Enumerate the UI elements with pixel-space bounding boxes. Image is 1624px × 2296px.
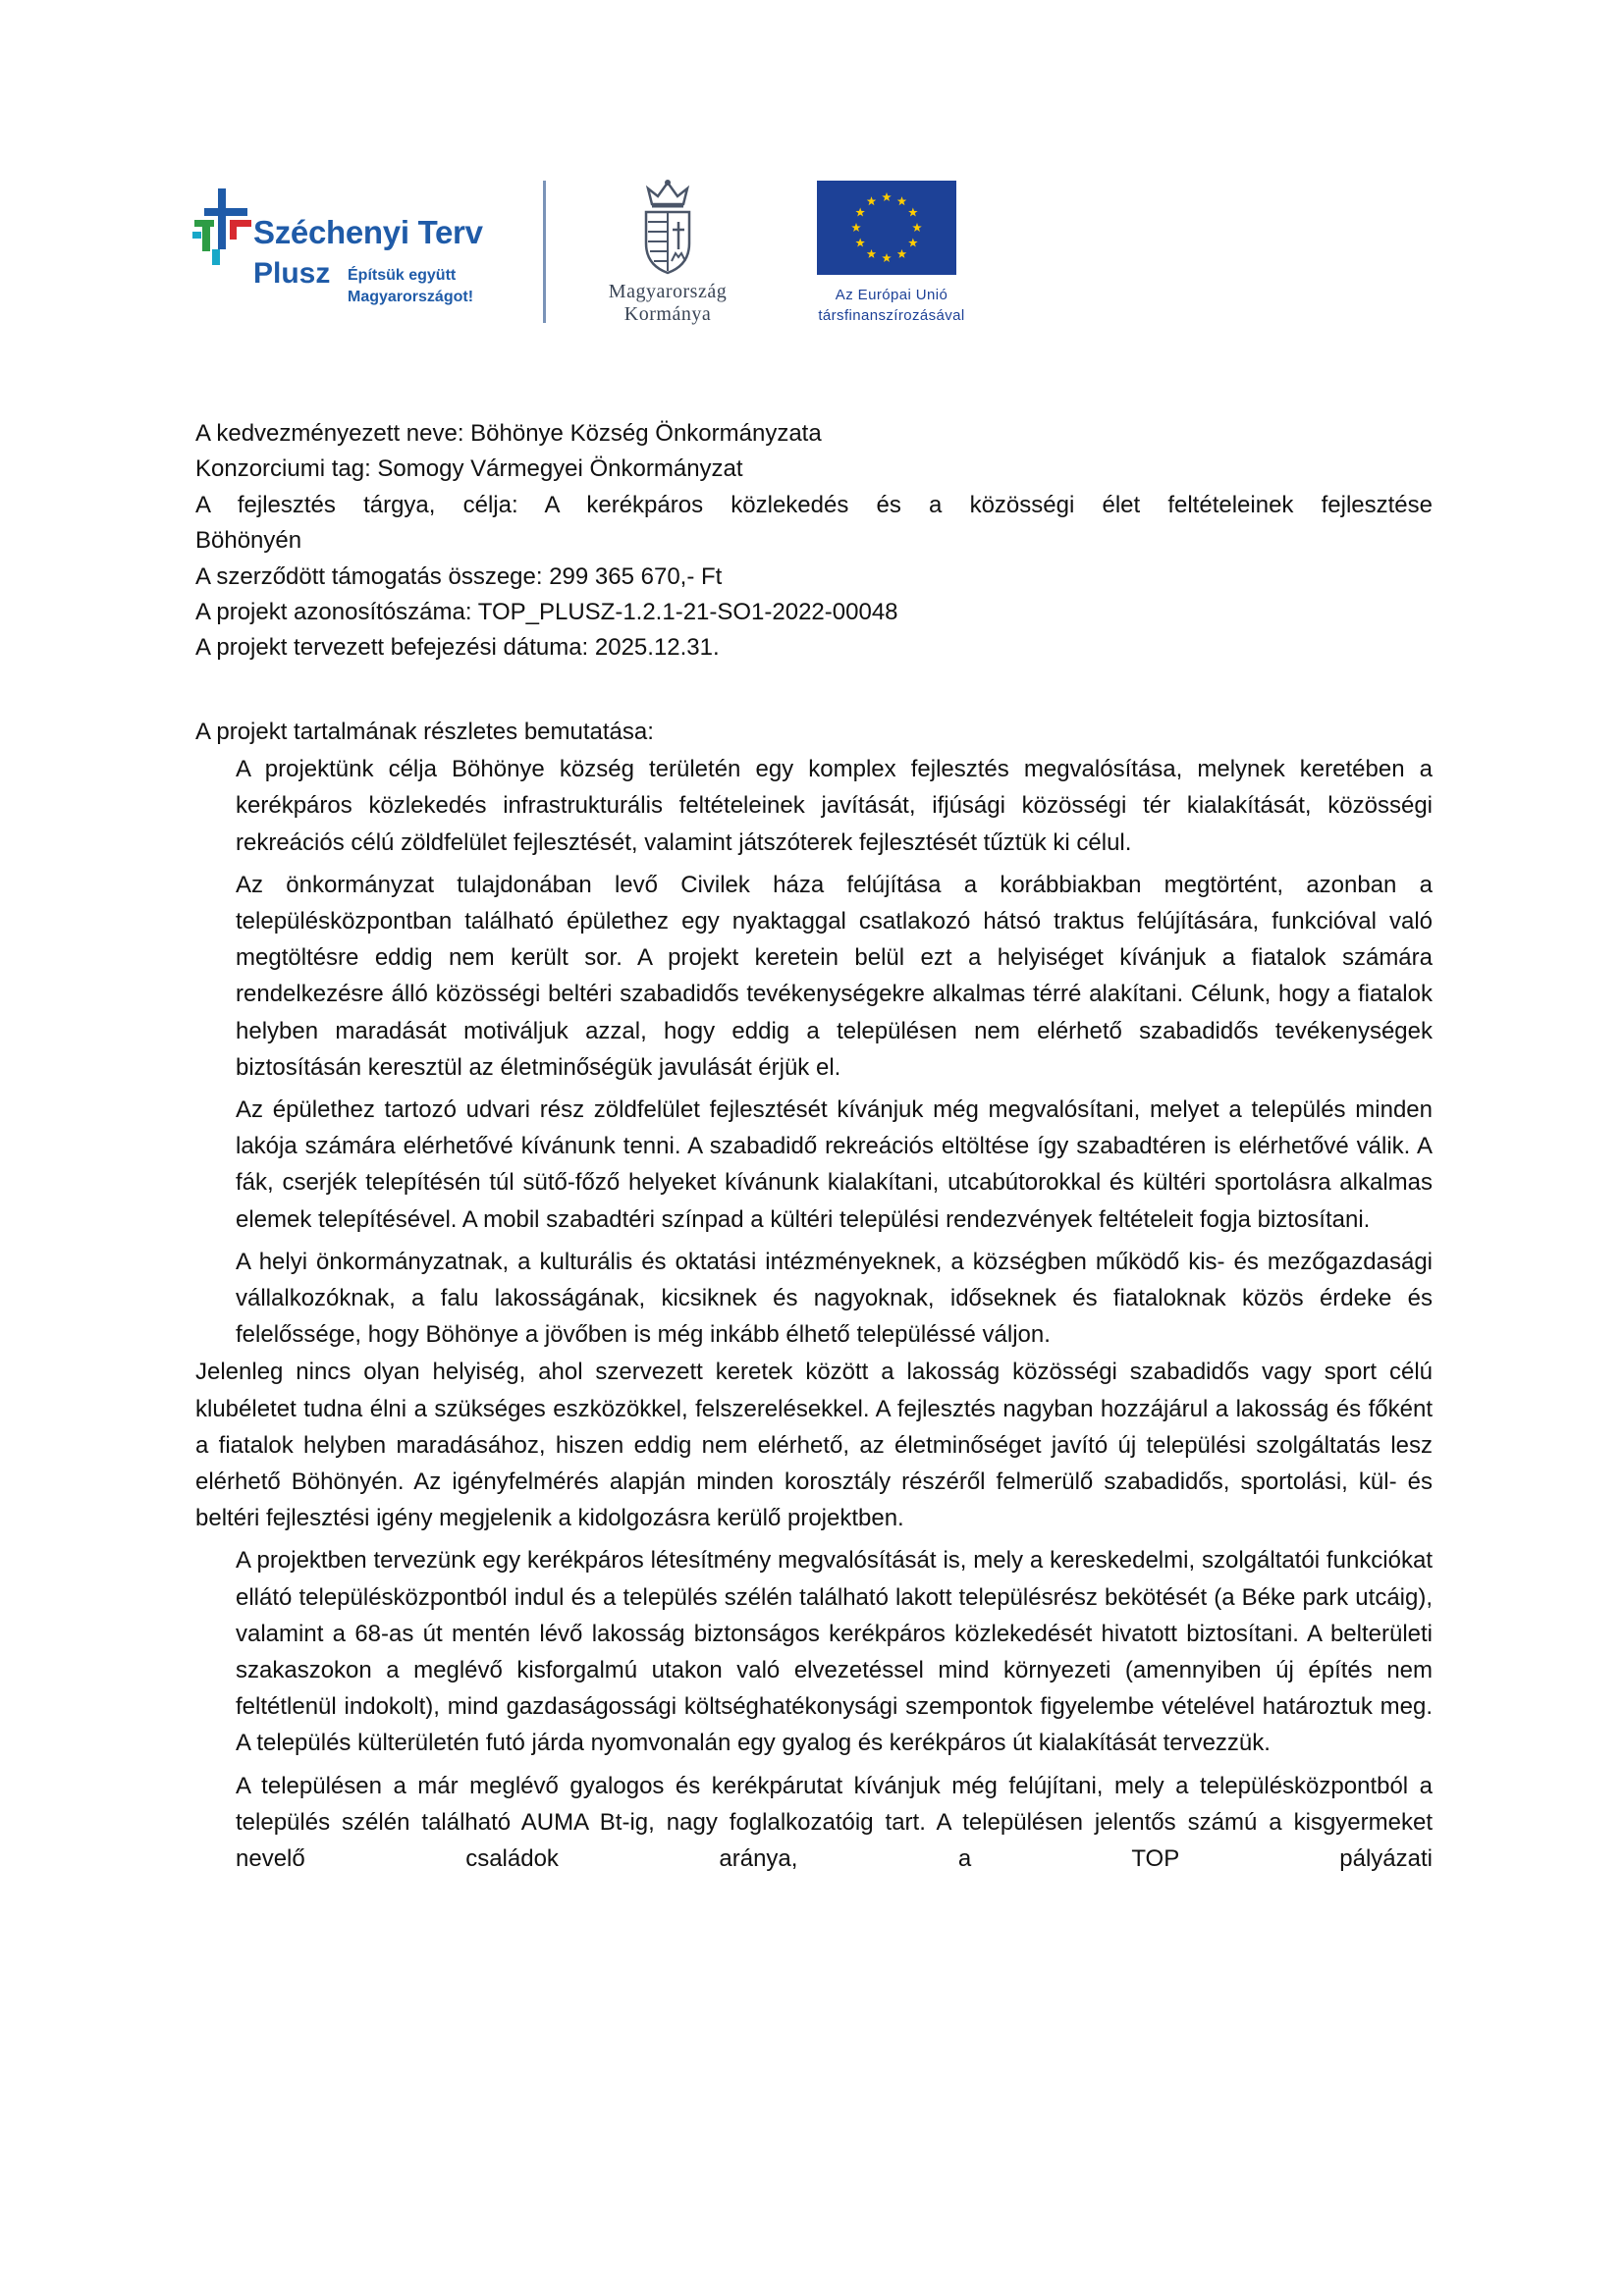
magyarorszag-kormanya-logo xyxy=(569,179,766,326)
paragraph-civilek-haza: Az önkormányzat tulajdonában levő Civilek háza felújítása a korábbiakban megtörtént, azonban a településközpontban található épülethez egy nyaktaggal csatlakozó hátsó traktus felújítására, funkcióval való megtöltésre eddig nem került sor. A projekt keretein belül ezt a helyiséget kívánjuk a fiatalok számára rendelkezésre álló közösségi beltéri szabadidős tevékenységekre alkalmas térré alakítani. Célunk, hogy a fiatalok helyben maradását motiváljuk azzal, hogy eddig a településen nem elérhető szabadidős tevékenységek biztosításán keresztül az életminőségük javulását érjük el. xyxy=(236,871,1433,1081)
project-description xyxy=(195,714,1433,1877)
hungarian-coat-of-arms-icon xyxy=(632,179,703,277)
paragraph-green-area: Az épülethez tartozó udvari rész zöldfelület fejlesztését kívánjuk még megvalósítani, melyet a település minden lakója számára elérhetővé kívánunk tenni. A szabadidő rekreációs eltöltése így szabadtéren is elérhetővé válik. A fák, cserjék telepítésén túl sütő-főző helyeket kívánunk kialakítani, utcabútorokkal és kültéri sportolásra alkalmas elemek telepítésével. A mobil szabadtéri színpad a kültéri települési rendezvények feltételeit fogja biztosítani. xyxy=(236,1096,1433,1233)
szechenyi-slogan xyxy=(348,265,473,308)
paragraph-cycle-path-renovation: A településen a már meglévő gyalogos és kerékpárutat kívánjuk még felújítani, mely a településközpontból a település szélén található AUMA Bt-ig, nagy foglalkozatóig tart. A településen jelentős számú a kisgyermeket nevelő családok aránya, a TOP pályázati xyxy=(236,1772,1433,1873)
szechenyi-title: Széchenyi Terv xyxy=(253,214,483,250)
project-info xyxy=(195,416,1433,667)
paragraph-goal: A projektünk célja Böhönye község területén egy komplex fejlesztés megvalósítása, melynek keretében a kerékpáros közlekedés infrastrukturális feltételeinek javítását, ifjúsági közösségi tér kialakítását, közösségi rekreációs célú zöldfelület fejlesztését, valamint játszóterek fejlesztését tűztük ki célul. xyxy=(236,756,1433,856)
szechenyi-slogan-line2: Magyarországot! xyxy=(348,289,474,305)
project-subject-line2: Böhönyén xyxy=(195,527,302,555)
szechenyi-terv-plusz-logo xyxy=(192,188,497,316)
paragraph-current-situation: Jelenleg nincs olyan helyiség, ahol szervezett keretek között a lakosság közösségi szabadidős vagy sport célú klubéletet tudna élni a szükséges eszközökkel, felszerelésekkel. A fejlesztés nagyban hozzájárul a lakosság és főként a fiatalok helyben maradásához, hiszen eddig nem elérhető, az életminőséget javító új települési szolgáltatás lesz elérhető Böhönyén. Az igényfelmérés alapján minden korosztály részéről felmerülő szabadidős, sportolási, kül- és beltéri fejlesztési igény megjelenik a kidolgozásra kerülő projektben. xyxy=(195,1359,1433,1532)
consortium-member: Konzorciumi tag: Somogy Vármegyei Önkormányzat xyxy=(195,455,743,483)
kormany-line2: Kormánya xyxy=(623,303,712,325)
szechenyi-cross-icon xyxy=(192,188,261,267)
eu-line2: társfinanszírozásával xyxy=(818,307,965,324)
paragraph-shared-interest: A helyi önkormányzatnak, a kulturális és oktatási intézményeknek, a községben működő kis- és mezőgazdasági vállalkozóknak, a falu lakosságának, kicsiknek és nagyoknak, időseknek és fiataloknak közös érdeke és felelőssége, hogy Böhönye a jövőben is még inkább élhető településsé váljon. xyxy=(236,1248,1433,1349)
description-heading: A projekt tartalmának részletes bemutatása: xyxy=(195,719,654,745)
grant-amount: A szerződött támogatás összege: 299 365 670,- Ft xyxy=(195,562,723,590)
paragraph-cycling-facility: A projektben tervezünk egy kerékpáros létesítmény megvalósítását is, mely a kereskedelmi, szolgáltatói funkciókat ellátó településközpontból indul és a település szélén található lakott településrész bekötését (a Béke park utcáig), valamint a 68-as út mentén lévő lakosság biztonságos kerékpáros közlekedését hivatott biztosítani. A belterületi szakaszokon a meglévő kisforgalmú utakon való elvezetéssel mind környezeti (amennyiben új építés nem feltétlenül indokolt), mind gazdaságossági költséghatékonysági szempontok figyelembe vételével határoztuk meg. A település külterületén futó járda nyomvonalán egy gyalog és kerékpáros út kialakítását tervezzük. xyxy=(236,1547,1433,1757)
eu-flag-icon xyxy=(817,181,956,275)
kormany-text xyxy=(569,281,766,326)
beneficiary-name: A kedvezményezett neve: Böhönye Község Önkormányzata xyxy=(195,420,822,447)
kormany-line1: Magyarország xyxy=(608,281,728,302)
planned-end-date: A projekt tervezett befejezési dátuma: 2025.12.31. xyxy=(195,634,720,662)
project-identifier: A projekt azonosítószáma: TOP_PLUSZ-1.2.1-21-SO1-2022-00048 xyxy=(195,599,898,626)
european-union-logo xyxy=(793,179,990,326)
szechenyi-plus: Plusz xyxy=(253,257,331,290)
logo-divider xyxy=(543,181,546,323)
eu-line1: Az Európai Unió xyxy=(835,287,948,303)
eu-text xyxy=(793,285,990,326)
szechenyi-slogan-line1: Építsük együtt xyxy=(348,267,457,284)
project-subject-line1: A fejlesztés tárgya, célja: A kerékpáros közlekedés és a közösségi élet feltételeinek fejlesztése xyxy=(195,491,1433,518)
